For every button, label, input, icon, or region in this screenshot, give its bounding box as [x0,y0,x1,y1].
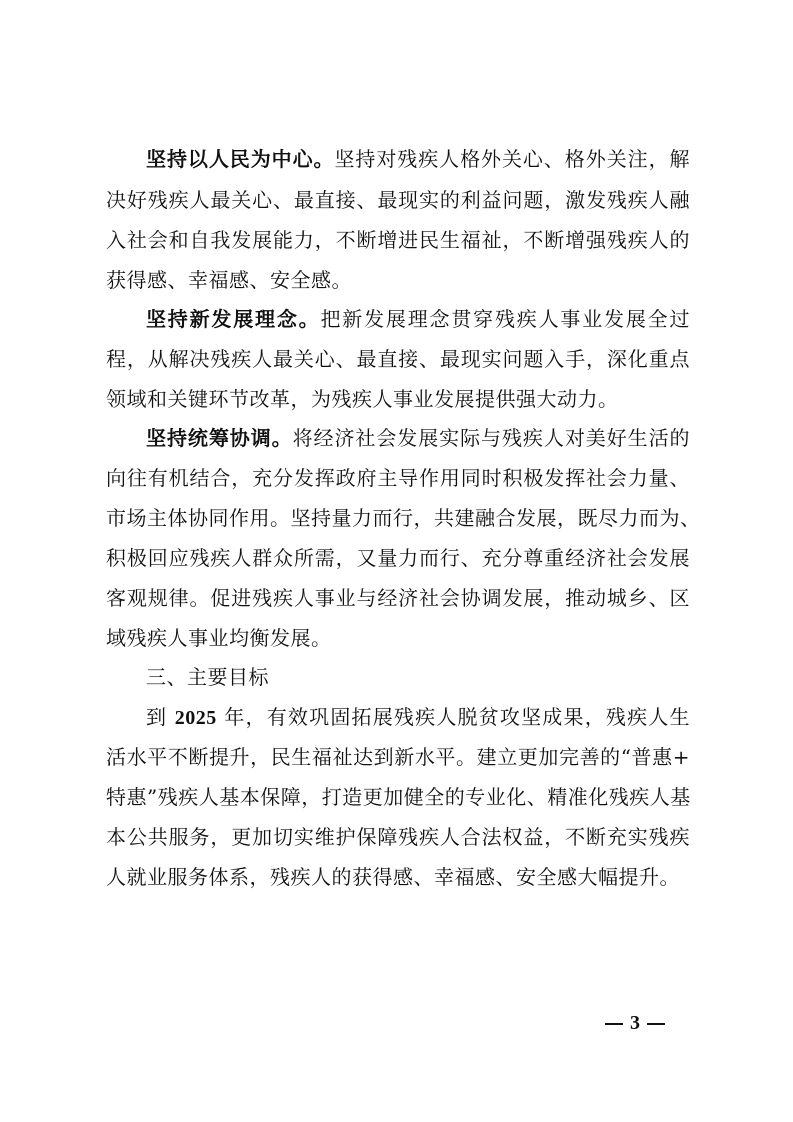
paragraph-3-line-4: 积极回应残疾人群众所需，又量力而行、充分尊重经济社会发展 [106,546,690,570]
paragraph-4-line-3: 特惠”残疾人基本保障，打造更加健全的专业化、精准化残疾人基 [106,785,691,809]
paragraph-2-line-1 [146,299,690,339]
paragraph-3-lead: 坚持统筹协调。 [146,426,293,450]
paragraph-1-line-2: 决好残疾人最关心、最直接、最现实的利益问题，激发残疾人融 [106,188,690,212]
page-number-value: 3 [630,1012,640,1034]
paragraph-4-line-4: 本公共服务，更加切实维护保障残疾人合法权益，不断充实残疾 [106,825,690,849]
paragraph-3-line-2: 向往有机结合，充分发挥政府主导作用同时积极发挥社会力量、 [106,466,690,490]
paragraph-4-line-5: 人就业服务体系，残疾人的获得感、幸福感、安全感大幅提升。 [106,865,680,889]
paragraph-2-lead: 坚持新发展理念。 [146,307,321,331]
page-number-dash-left [605,1023,623,1025]
page-number [598,1008,678,1038]
paragraph-1-line-1 [146,139,690,179]
paragraph-3-text: 将经济社会发展实际与残疾人对美好生活的 [292,426,691,450]
page-number-dash-right [647,1023,665,1025]
paragraph-4-line-2: 活水平不断提升，民生福祉达到新水平。建立更加完善的“普惠+ [106,745,690,769]
paragraph-2-line-2: 程，从解决残疾人最关心、最直接、最现实问题入手，深化重点 [106,347,690,371]
paragraph-1-text: 坚持对残疾人格外关心、格外关注，解 [334,147,691,171]
paragraph-3-line-6: 域残疾人事业均衡发展。 [106,626,332,650]
section-heading: 三、主要目标 [146,665,269,689]
paragraph-4-text: 年，有效巩固拓展残疾人脱贫攻坚成果，残疾人生 [216,705,691,729]
paragraph-3-line-3: 市场主体协同作用。坚持量力而行，共建融合发展，既尽力而为、 [106,506,701,530]
paragraph-4-prefix: 到 [146,705,175,729]
paragraph-1-lead: 坚持以人民为中心。 [146,147,335,171]
paragraph-3-line-5: 客观规律。促进残疾人事业与经济社会协调发展，推动城乡、区 [106,586,690,610]
paragraph-3-line-1 [146,418,690,458]
paragraph-2-text: 把新发展理念贯穿残疾人事业发展全过 [320,307,690,331]
paragraph-1-line-3: 入社会和自我发展能力，不断增进民生福祉，不断增强残疾人的 [106,228,690,252]
paragraph-4-line-1 [146,697,690,737]
paragraph-2-line-3: 领域和关键环节改革，为残疾人事业发展提供强大动力。 [106,387,619,411]
paragraph-4-year: 2025 [174,707,217,729]
paragraph-1-line-4: 获得感、幸福感、安全感。 [106,268,352,292]
